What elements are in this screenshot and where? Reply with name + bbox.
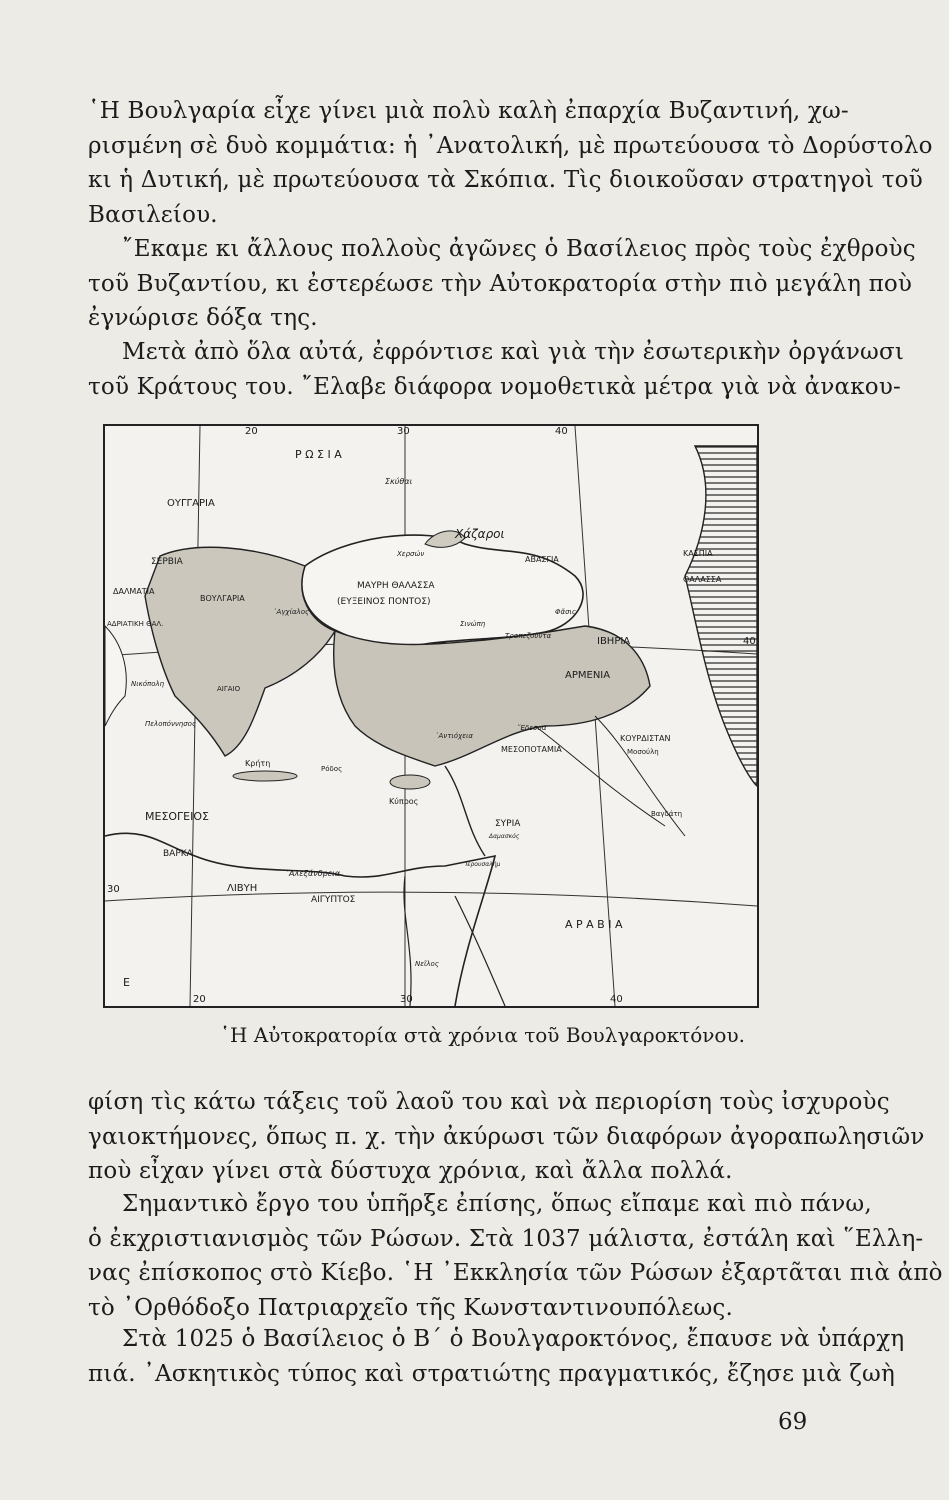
label-edessa: ῎Εδεσσα	[517, 724, 547, 732]
label-peloponnese: Πελοπόννησος	[145, 720, 197, 728]
paragraph-reforms	[88, 1085, 925, 1189]
empire-map	[103, 424, 759, 1008]
label-hungary: ΟΥΓΓΑΡΙΑ	[167, 498, 215, 509]
label-chersonese: Χερσών	[397, 550, 425, 558]
red-sea-coast	[455, 896, 505, 1006]
map-drawing	[105, 426, 757, 1006]
top-tick: 30	[397, 426, 410, 437]
italy-coast	[105, 626, 126, 726]
text-line: τοῦ Κράτους του. ῎Ελαβε διάφορα νομοθετικὰ μέτρα γιὰ νὰ ἀνακου-	[88, 373, 902, 400]
text-line: Μετὰ ἀπὸ ὅλα αὐτά, ἐφρόντισε καὶ γιὰ τὴν ἐσωτερικὴν ὀργάνωσι	[122, 339, 905, 365]
text-line: ὁ ἐκχριστιανισμὸς τῶν Ρώσων. Στὰ 1037 μάλιστα, ἐστάλη καὶ ῞Ελλη-	[88, 1225, 924, 1252]
label-baghdad: Βαγδάτη	[651, 810, 683, 818]
label-adriatic: ΑΔΡΙΑΤΙΚΗ ΘΑΛ.	[107, 620, 164, 628]
bottom-tick: 30	[400, 994, 413, 1005]
label-alexandria: ᾿Αλεξάνδρεια	[285, 869, 341, 878]
top-tick: 20	[245, 426, 258, 437]
text-line: ρισμένη σὲ δυὸ κομμάτια: ἡ ᾿Ανατολική, μὲ πρωτεύουσα τὸ Δορύστολο	[88, 132, 933, 159]
label-black-sea-1: ΜΑΥΡΗ ΘΑΛΑΣΣΑ	[357, 581, 435, 591]
text-line: φίση τὶς κάτω τάξεις τοῦ λαοῦ του καὶ νὰ περιορίση τοὺς ἰσχυροὺς	[88, 1089, 890, 1115]
text-line: νας ἐπίσκοπος στὸ Κίεβο. ῾Η ᾿Εκκλησία τῶν Ρώσων ἐξαρτᾶται πιὰ ἀπὸ	[88, 1260, 943, 1286]
label-sinope: Σινώπη	[460, 620, 486, 628]
label-damascus: Δαμασκός	[489, 833, 520, 840]
caspian-sea-shape	[685, 446, 757, 786]
side-tick: 30	[107, 884, 120, 895]
crete-shape	[233, 771, 297, 781]
parallel-line	[105, 892, 757, 906]
label-black-sea-2: (ΕΥΞΕΙΝΟΣ ΠΟΝΤΟΣ)	[337, 597, 431, 607]
text-line: πιά. ᾿Ασκητικὸς τύπος καὶ στρατιώτης πραγματικός, ἔζησε μιὰ ζωὴ	[88, 1360, 895, 1387]
text-line: ῾Η Βουλγαρία εἶχε γίνει μιὰ πολὺ καλὴ ἐπαρχία Βυζαντινή, χω-	[88, 98, 849, 124]
label-armenia: ΑΡΜΕΝΙΑ	[565, 670, 611, 681]
label-libya: ΛΙΒΥΗ	[227, 883, 258, 894]
corner-mark: E	[123, 976, 130, 989]
label-rhodes: Ρόδος	[321, 765, 343, 773]
label-russia: Ρ Ω Σ Ι Α	[295, 448, 342, 461]
text-line: ῎Εκαμε κι ἄλλους πολλοὺς ἀγῶνες ὁ Βασίλειος πρὸς τοὺς ἐχθροὺς	[122, 236, 916, 262]
label-dalmatia: ΔΑΛΜΑΤΙΑ	[113, 587, 155, 596]
label-khazars: Χάζαροι	[455, 527, 505, 541]
label-phasis: Φᾶσις	[555, 608, 577, 616]
levant-coast	[445, 766, 485, 856]
label-jerusalem: Ἱερουσαλήμ	[465, 861, 501, 868]
page-number: 69	[778, 1409, 808, 1435]
bottom-tick: 40	[610, 994, 623, 1005]
label-caspian-2: ΘΑΛΑΣΣΑ	[683, 575, 722, 584]
text-line: τὸ ᾿Ορθόδοξο Πατριαρχεῖο τῆς Κωνσταντινουπόλεως.	[88, 1294, 734, 1321]
label-anchialos: ᾿Αγχίαλος	[273, 608, 310, 616]
paragraph-christianization	[88, 1187, 943, 1325]
label-arabia: Α Ρ Α Β Ι Α	[565, 918, 623, 931]
black-sea-shape	[302, 535, 583, 646]
label-nikopolis: Νικόπολη	[131, 680, 165, 688]
label-serbia: ΣΕΡΒΙΑ	[151, 557, 183, 567]
paragraph-struggles	[88, 232, 916, 336]
text-line: γαιοκτήμονες, ὅπως π. χ. τὴν ἀκύρωσι τῶν διαφόρων ἀγοραπωλησιῶν	[88, 1123, 925, 1150]
label-scythians: Σκύθαι	[385, 477, 413, 486]
top-tick: 40	[555, 426, 568, 437]
label-trebizond: Τραπεζοῦντα	[505, 632, 552, 640]
text-line: ἐγνώρισε δόξα της.	[88, 305, 318, 331]
label-mosul: Μοσούλη	[627, 748, 659, 756]
bottom-tick: 20	[193, 994, 206, 1005]
anatolia-territory	[334, 626, 650, 766]
text-line: ποὺ εἶχαν γίνει στὰ δύστυχα χρόνια, καὶ ἄλλα πολλά.	[88, 1158, 733, 1184]
label-caspian-1: ΚΑΣΠΙΑ	[683, 549, 713, 558]
label-bulgaria: ΒΟΥΛΓΑΡΙΑ	[200, 594, 245, 603]
label-nile: Νεῖλος	[415, 960, 439, 968]
north-africa-coast	[105, 833, 495, 1006]
text-line: τοῦ Βυζαντίου, κι ἐστερέωσε τὴν Αὐτοκρατορία στὴν πιὸ μεγάλη ποὺ	[88, 270, 913, 297]
paragraph-internal-organization	[88, 335, 905, 404]
label-kurdistan: ΚΟΥΡΔΙΣΤΑΝ	[620, 734, 671, 743]
label-egypt: ΑΙΓΥΠΤΟΣ	[311, 895, 356, 905]
paragraph-bulgaria-province	[88, 94, 933, 232]
label-mesopotamia: ΜΕΣΟΠΟΤΑΜΙΑ	[501, 745, 562, 754]
text-line: κι ἡ Δυτική, μὲ πρωτεύουσα τὰ Σκόπια. Τὶς διοικοῦσαν στρατηγοὶ τοῦ	[88, 167, 923, 193]
label-aegean: ΑΙΓΑΙΟ	[217, 685, 241, 693]
map-caption: ῾Η Αὐτοκρατορία στὰ χρόνια τοῦ Βουλγαροκτόνου.	[220, 1023, 745, 1047]
side-tick: 40	[743, 636, 756, 647]
label-iberia: ΙΒΗΡΙΑ	[597, 636, 631, 647]
text-line: Στὰ 1025 ὁ Βασίλειος ὁ Β΄ ὁ Βουλγαροκτόνος, ἔπαυσε νὰ ὑπάρχη	[122, 1326, 905, 1352]
label-barka: ΒΑΡΚΑ	[163, 849, 193, 859]
label-abasgia: ΑΒΑΣΓΙΑ	[525, 555, 559, 564]
label-antioch: ᾿Αντιόχεια	[435, 732, 473, 740]
label-cyprus: Κύπρος	[389, 797, 419, 806]
text-line: Σημαντικὸ ἔργο του ὑπῆρξε ἐπίσης, ὅπως εἴπαμε καὶ πιὸ πάνω,	[122, 1191, 872, 1217]
label-syria: ΣΥΡΙΑ	[495, 819, 521, 829]
paragraph-death	[88, 1322, 905, 1391]
cyprus-shape	[390, 775, 430, 789]
text-line: Βασιλείου.	[88, 201, 218, 228]
label-mediterranean: ΜΕΣΟΓΕΙΟΣ	[145, 810, 209, 823]
label-crete: Κρήτη	[245, 759, 271, 768]
